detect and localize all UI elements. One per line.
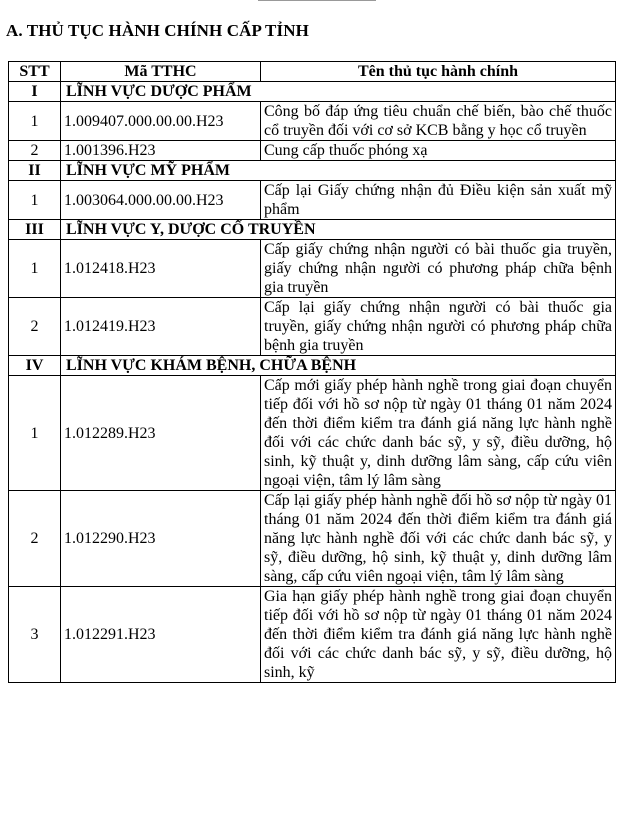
row-ma-tthc: 1.009407.000.00.00.H23 — [61, 102, 261, 141]
header-stt: STT — [9, 62, 61, 82]
group-row-duoc-pham — [9, 82, 616, 102]
group-title: LĨNH VỰC DƯỢC PHẨM — [61, 82, 616, 102]
row-stt: 2 — [9, 491, 61, 587]
row-ma-tthc: 1.012290.H23 — [61, 491, 261, 587]
row-stt: 1 — [9, 181, 61, 220]
row-ten-thu-tuc: Gia hạn giấy phép hành nghề trong giai đoạn chuyển tiếp đối với hồ sơ nộp từ ngày 01 tháng 01 năm 2024 đến thời điểm kiểm tra đánh giá năng lực hành nghề đối với các chức danh bác sỹ, y sỹ, điều dưỡng, hộ sinh, kỹ — [261, 587, 616, 683]
group-numeral: I — [9, 82, 61, 102]
row-ma-tthc: 1.012291.H23 — [61, 587, 261, 683]
row-stt: 1 — [9, 240, 61, 298]
group-numeral: III — [9, 220, 61, 240]
group-title: LĨNH VỰC Y, DƯỢC CỔ TRUYỀN — [61, 220, 616, 240]
procedures-table — [8, 61, 616, 683]
table-row — [9, 587, 616, 683]
group-numeral: II — [9, 161, 61, 181]
row-ma-tthc: 1.001396.H23 — [61, 141, 261, 161]
group-row-y-duoc-co-truyen — [9, 220, 616, 240]
row-ma-tthc: 1.003064.000.00.00.H23 — [61, 181, 261, 220]
row-stt: 1 — [9, 102, 61, 141]
table-row — [9, 181, 616, 220]
group-row-kham-chua-benh — [9, 356, 616, 376]
table-header-row — [9, 62, 616, 82]
row-ten-thu-tuc: Cấp giấy chứng nhận người có bài thuốc gia truyền, giấy chứng nhận người có phương pháp chữa bệnh gia truyền — [261, 240, 616, 298]
table-row — [9, 376, 616, 491]
row-stt: 2 — [9, 298, 61, 356]
row-stt: 1 — [9, 376, 61, 491]
row-ma-tthc: 1.012419.H23 — [61, 298, 261, 356]
row-stt: 2 — [9, 141, 61, 161]
row-ma-tthc: 1.012418.H23 — [61, 240, 261, 298]
top-rule — [258, 0, 376, 1]
row-stt: 3 — [9, 587, 61, 683]
row-ten-thu-tuc: Cung cấp thuốc phóng xạ — [261, 141, 616, 161]
row-ten-thu-tuc: Cấp lại giấy phép hành nghề đối hồ sơ nộp từ ngày 01 tháng 01 năm 2024 đến thời điểm kiểm tra đánh giá năng lực hành nghề đối với các chức danh bác sỹ, y sỹ, điều dưỡng, hộ sinh, kỹ thuật y, dinh dưỡng lâm sàng, cấp cứu viên ngoại viện, tâm lý lâm sàng — [261, 491, 616, 587]
table-row — [9, 240, 616, 298]
group-title: LĨNH VỰC KHÁM BỆNH, CHỮA BỆNH — [61, 356, 616, 376]
row-ten-thu-tuc: Cấp mới giấy phép hành nghề trong giai đoạn chuyển tiếp đối với hồ sơ nộp từ ngày 01 tháng 01 năm 2024 đến thời điểm kiểm tra đánh giá năng lực hành nghề đối với các chức danh bác sỹ, y sỹ, điều dưỡng, hộ sinh, kỹ thuật y, dinh dưỡng lâm sàng, cấp cứu viên ngoại viện, tâm lý lâm sàng — [261, 376, 616, 491]
group-title: LĨNH VỰC MỸ PHẨM — [61, 161, 616, 181]
row-ma-tthc: 1.012289.H23 — [61, 376, 261, 491]
group-row-my-pham — [9, 161, 616, 181]
table-row — [9, 491, 616, 587]
row-ten-thu-tuc: Cấp lại Giấy chứng nhận đủ Điều kiện sản xuất mỹ phẩm — [261, 181, 616, 220]
row-ten-thu-tuc: Cấp lại giấy chứng nhận người có bài thuốc gia truyền, giấy chứng nhận người có phương pháp chữa bệnh gia truyền — [261, 298, 616, 356]
table-row — [9, 298, 616, 356]
table-row — [9, 141, 616, 161]
group-numeral: IV — [9, 356, 61, 376]
section-heading: A. THỦ TỤC HÀNH CHÍNH CẤP TỈNH — [6, 21, 309, 40]
table-row — [9, 102, 616, 141]
header-ten-thu-tuc: Tên thủ tục hành chính — [261, 62, 616, 82]
header-ma-tthc: Mã TTHC — [61, 62, 261, 82]
row-ten-thu-tuc: Công bố đáp ứng tiêu chuẩn chế biến, bào chế thuốc cổ truyền đối với cơ sở KCB bằng y học cổ truyền — [261, 102, 616, 141]
